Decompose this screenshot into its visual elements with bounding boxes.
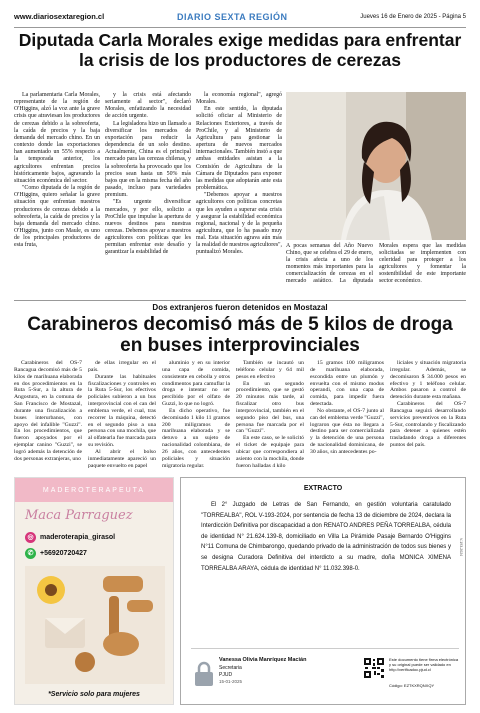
article2-title: Carabineros decomisó más de 5 kilos de droga en buses interprovinciales — [27, 314, 453, 356]
article1-title: Diputada Carla Morales exige medidas para enfrentar la crisis de los productores de cerezas — [18, 30, 462, 70]
signer-role: Secretaria — [219, 665, 242, 671]
newspaper-name: DIARIO SEXTA REGIÓN — [176, 11, 288, 22]
paragraph: En un segundo procedimiento, que se gestó 20 minutos más tarde, al fiscalizar otro bus interprovincial, también en el segundo piso del bus, una persona fue marcada por el can "Guzzi". — [236, 380, 304, 435]
instagram-icon: ◎ — [25, 532, 36, 543]
paragraph: La legisladora hizo un llamado a diversificar los mercados de exportación para reducir la dependencia de un solo destino. Actualmente, China es el principal mercado para las cerezas chilenas, y la sobreoferta ha provocado que los precios sean hasta un 50% más bajos que en la misma fecha del año pasado, incluso para variedades premium. — [105, 120, 191, 199]
notice-title: EXTRACTO — [303, 485, 343, 492]
ad-footer: *Servicio solo para mujeres — [48, 691, 140, 698]
article1-column-2 — [105, 92, 191, 257]
massage-tools-illustration — [25, 566, 165, 684]
paragraph: y la crisis está afectando seriamente al sector", declaró Morales, enfatizando la necesidad de acción urgente. — [105, 92, 191, 120]
article2-column-4 — [236, 360, 304, 470]
signer-org: PJUD — [219, 672, 233, 678]
paragraph: La parlamentaria Carla Morales, representante de la región de O'Higgins, alzó la voz ante la grave crisis que atraviesan los productores de cerezas debido a la sobreoferta, la caída de precios y la baja demanda del mercado chino. En un contexto donde las exportaciones han aumentado un 55% respecto a la temporada anterior, los agricultores enfrentan precios históricamente bajos, agravando la situación económica del sector. — [14, 92, 100, 184]
section-divider — [14, 300, 466, 301]
article2-column-2 — [88, 360, 156, 470]
page-header — [14, 6, 466, 28]
paragraph: de ellas irregular en el país. — [88, 360, 156, 373]
paragraph: Carabineros del OS-7 Rancagua decomisó más de 5 kilos de marihuana elaborada en dos procedimientos en la Ruta 5-Sur, a la altura de Angostura, en la comuna de San Francisco de Mostazal, durante una fiscalización a buses interurbanos, con apoyo del infalible "Guzzi". En los procedimientos, que fueron apoyados por el ejemplar canino "Guzzi", se logró además la detención de dos personas extranjeras, uno — [14, 360, 82, 462]
photo-caption: A pocas semanas del Año Nuevo Chino, que se celebra el 29 de enero, la crisis afecta a uno de los momentos más importantes para la comercialización de cerezas en el mercado asiático. La diputada Morales espera que las medidas solicitadas se implementen con celeridad para proteger a los agricultores y fomentar la sostenibilidad de este importante sector económico. — [286, 243, 466, 285]
portrait-photo-illustration — [286, 92, 466, 240]
article2-column-6 — [390, 360, 466, 449]
ad-phone-number: +56920720427 — [40, 550, 87, 557]
paragraph: "Como diputada de la región de O'Higgins, quiero señalar la grave situación que enfrentan nuestros productores de cerezas debido a la sobreoferta, la caída de precios y la baja demanda del mercado chino. O'Higgins, junto con Maule, es uno de los principales productores de esta fruta, — [14, 185, 100, 249]
ad-banner: MADEROTERAPEUTA — [15, 478, 173, 502]
ad-instagram[interactable] — [25, 532, 115, 543]
verification-text: Este documento tiene firma electrónica y su original puede ser validado en http://verificadoc.pjud.cl — [389, 657, 459, 672]
site-url[interactable]: www.diariosextaregion.cl — [14, 12, 105, 21]
notice-body — [201, 500, 451, 574]
paragraph: No obstante, el OS-7 junto al can del emblema verde "Guzzi", lograron que ésta no llegara a destino para ser comercializada y la detención de una persona de nacionalidad dominicana, de 30 años, sin antecedentes po- — [310, 407, 384, 455]
article1-photo — [286, 92, 466, 240]
paragraph: Durante las habituales fiscalizaciones y controles en la Ruta 5-Sur, los efectivos policiales subieron a un bus interprovincial con el can del emblema verde, el cual, tras recorrer la máquina, detectó en el segundo piso a una persona con una mochila, que al olfatearla fue marcada para su revisión. — [88, 373, 156, 449]
article2-kicker: Dos extranjeros fueron detenidos en Mostazal — [152, 303, 328, 312]
signature-block — [191, 648, 459, 696]
paragraph: El 2° Juzgado de Letras de San Fernando, en gestión voluntaria caratulado "TORREALBA", ROL V-193-2024, por sentencia de fecha 13 de diciembre de 2024, declara la Interdicción Definitiva por discapacidad a don RENATO ANDRES PEÑA TORREALBA, cédula de identidad N° 21.624.139-8, domiciliado en Villa La Pirámide Pasaje Bernardo O'Higgins N°11 Comuna de Chimbarongo, quedando privado de la administración de todos sus bienes y se designa Curadora Definitiva del interdicto a su madre, doña MONICA XIMENA TORREALBA ARAYA, cédula de identidad N° 11.032.398-0. — [201, 502, 451, 572]
article1-column-3 — [196, 92, 282, 257]
qr-code-icon[interactable] — [363, 657, 385, 679]
paragraph: aluminio y en su interior una capa de comida, consistente en cebolla y otros condimentos para camuflar la droga e intentar no ser percibido por el olfato de Guzzi, lo que no logró. — [162, 360, 230, 408]
paragraph: la economía regional", agregó Morales. — [196, 92, 282, 106]
notice-side-reference: V-193-2024 — [459, 538, 463, 557]
paragraph: En este caso, se le solicitó el ticket de equipaje para ubicar que correspondiera al asiento con la mochila, donde fueron halladas 4 kilo — [236, 435, 304, 469]
paragraph: 15 gramos 100 miligramos de marihuana elaborada, escondida entre un plumón y envuelta con el mismo modus operandi, con una capa de comida, para impedir fuera detectada. — [310, 360, 384, 408]
paragraph: En dicho operativo, fue decomisado 1 kilo 11 gramos 200 miligramos de marihuana elaborada y se detuvo a un sujeto de nacionalidad colombiana, de 26 años, con antecedentes policiales y situación migratoria regular. — [162, 407, 230, 469]
paragraph: liciales y situación migratoria irregular. Además, se decomisaron $ 34.000 pesos en efectivo y 1 teléfono celular. Ambos pasaron a control de detención durante esta mañana. — [390, 360, 466, 401]
article2-column-3 — [162, 360, 230, 470]
paragraph: En este sentido, la diputada solicitó oficiar al Ministerio de Relaciones Exteriores, a través de ProChile, y al Ministerio de Agricultura para gestionar la apertura de nuevos mercados internacionales. También instó a que ambas entidades asistan a la Comisión de Agricultura de la Cámara de Diputados para exponer las medidas que adoptarán ante esta problemática. — [196, 106, 283, 192]
article2-column-1 — [14, 360, 82, 463]
signer-name: Vanessa Olivia Manríquez Macián — [219, 657, 307, 663]
lock-icon — [193, 661, 215, 687]
advertisement — [14, 477, 174, 705]
signer-date: 15-01-2025 — [219, 679, 243, 684]
paragraph: "Debemos apoyar a nuestros agricultores con políticas concretas que les ayuden a superar esta crisis y asegurar la estabilidad económica regional, nacional y de la pequeña agricultura, que lo ha pasado muy mal. Esta situación agrava aún más la realidad de nuestros agricultores", puntualizó Morales. — [196, 192, 282, 256]
verification-code: Código: EZTKXRQNXQY — [389, 683, 435, 688]
article1-column-1 — [14, 92, 100, 249]
ad-instagram-handle: maderoterapia_girasol — [40, 534, 116, 541]
whatsapp-icon: ✆ — [25, 548, 36, 559]
article2-column-5 — [310, 360, 384, 456]
paragraph: Al abrir el bolso inmediatamente apareció un paquete envuelto en papel — [88, 448, 156, 469]
date-page: Jueves 16 de Enero de 2025 - Página 5 — [360, 13, 466, 20]
ad-phone[interactable] — [25, 548, 87, 559]
paragraph: Carabineros del OS-7 Rancagua seguirá desarrollando servicios preventivos en la Ruta 5-Sur, controlando y fiscalizando para detener a quienes estén trasladando droga a diferentes puntos del país. — [390, 401, 466, 449]
paragraph: "Es urgente diversificar mercados, y por ello, solicito a ProChile que impulse la apertura de nuevos destinos para nuestras cerezas. Debemos apoyar a nuestros agricultores con políticas que les permitan enfrentar este desafío y garantizar la estabilidad de — [105, 199, 191, 256]
legal-notice — [180, 477, 466, 705]
paragraph: También se incautó un teléfono celular y 64 mil pesos en efectivo — [236, 360, 304, 380]
ad-brand-name: Maca Parraguez — [25, 508, 133, 523]
